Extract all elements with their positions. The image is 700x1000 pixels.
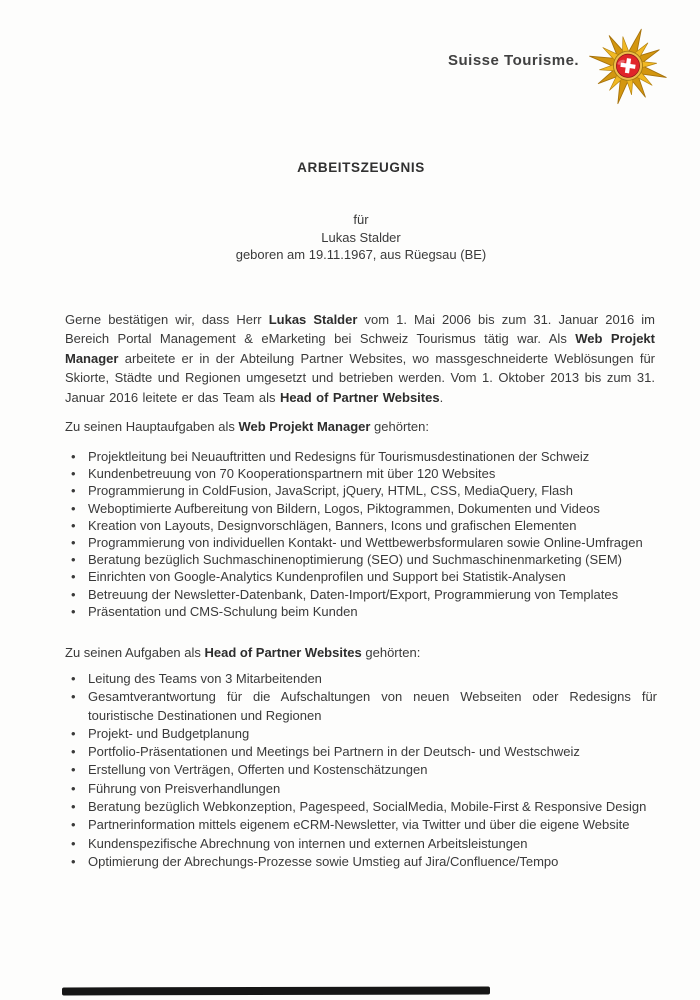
task-list-item: • Weboptimierte Aufbereitung von Bildern, Logos, Piktogrammen, Dokumenten und Videos: [65, 500, 657, 517]
task-list-item: • Beratung bezüglich Suchmaschinenoptimierung (SEO) und Suchmaschinenmarketing (SEM): [65, 551, 657, 568]
intro-bold-name: Lukas Stalder: [268, 312, 358, 327]
task-list-item: • Betreuung der Newsletter-Datenbank, Daten-Import/Export, Programmierung von Templates: [65, 586, 657, 603]
task-list-item: • Portfolio-Präsentationen und Meetings bei Partnern in der Deutsch- und Westschweiz: [65, 743, 657, 761]
task-list-item: • Partnerinformation mittels eigenem eCRM-Newsletter, via Twitter und über die eigene Website: [65, 816, 657, 834]
recipient-block: [65, 211, 657, 264]
section2-heading-role: Head of Partner Websites: [204, 645, 362, 660]
task-list-item: • Projektleitung bei Neuauftritten und Redesigns für Tourismusdestinationen der Schweiz: [65, 448, 657, 465]
task-list-item: • Führung von Preisverhandlungen: [65, 780, 657, 798]
intro-bold-role1: Web Projekt Manager: [65, 331, 655, 366]
intro-paragraph: [65, 310, 655, 407]
task-list-item: • Kundenbetreuung von 70 Kooperationspartnern mit über 120 Websites: [65, 465, 657, 482]
section1-heading-pre: Zu seinen Hauptaufgaben als: [65, 419, 239, 434]
scan-artifact-bar: [62, 987, 490, 996]
section1-task-list: [65, 448, 657, 620]
intro-text: vom 1. Mai 2006 bis zum 31. Januar 2016 im Bereich Portal Management & eMarketing bei Schweiz Tourismus tätig war. Als: [65, 312, 655, 347]
intro-text: .: [439, 389, 444, 405]
recipient-birth-line: geboren am 19.11.1967, aus Rüegsau (BE): [235, 247, 487, 262]
section1-heading: [65, 419, 657, 434]
task-list-item: • Einrichten von Google-Analytics Kundenprofilen und Support bei Statistik-Analysen: [65, 568, 657, 585]
section1-heading-role: Web Projekt Manager: [238, 419, 371, 434]
edelweiss-logo-icon: [584, 20, 672, 108]
recipient-for-line: für: [353, 212, 369, 227]
task-list-item: • Gesamtverantwortung für die Aufschaltungen von neuen Webseiten oder Redesigns für touristische Destinationen und Regionen: [65, 688, 657, 725]
recipient-name: Lukas Stalder: [321, 229, 401, 245]
document-title: ARBEITSZEUGNIS: [297, 160, 425, 175]
section2-heading-post: gehörten:: [361, 645, 421, 660]
section2-heading: [65, 645, 657, 660]
task-list-item: • Programmierung von individuellen Kontakt- und Wettbewerbsformularen sowie Online-Umfragen: [65, 534, 657, 551]
section2-task-list: [65, 670, 657, 871]
section1-heading-post: gehörten:: [370, 419, 429, 434]
task-list-item: • Kundenspezifische Abrechnung von internen und externen Arbeitsleistungen: [65, 835, 657, 853]
intro-text: arbeitete er in der Abteilung Partner Websites, wo massgeschneiderte Weblösungen für Skiorte, Städte und Regionen umgesetzt und betrieben werden. Vom 1. Oktober 2013 bis zum 31. Januar 2016 leitete er das Team als: [65, 350, 655, 405]
task-list-item: • Kreation von Layouts, Designvorschlägen, Banners, Icons und grafischen Elementen: [65, 517, 657, 534]
section2-heading-pre: Zu seinen Aufgaben als: [65, 645, 205, 660]
task-list-item: • Optimierung der Abrechungs-Prozesse sowie Umstieg auf Jira/Confluence/Tempo: [65, 853, 657, 871]
task-list-item: • Erstellung von Verträgen, Offerten und Kostenschätzungen: [65, 761, 657, 779]
task-list-item: • Projekt- und Budgetplanung: [65, 725, 657, 743]
logo-wordmark: Suisse Tourisme.: [448, 52, 580, 69]
intro-text: Gerne bestätigen wir, dass Herr: [65, 312, 269, 327]
intro-bold-role2: Head of Partner Websites: [279, 389, 440, 405]
task-list-item: • Präsentation und CMS-Schulung beim Kunden: [65, 603, 657, 620]
task-list-item: • Leitung des Teams von 3 Mitarbeitenden: [65, 670, 657, 688]
task-list-item: • Beratung bezüglich Webkonzeption, Pagespeed, SocialMedia, Mobile-First & Responsive Design: [65, 798, 657, 816]
task-list-item: • Programmierung in ColdFusion, JavaScript, jQuery, HTML, CSS, MediaQuery, Flash: [65, 482, 657, 499]
